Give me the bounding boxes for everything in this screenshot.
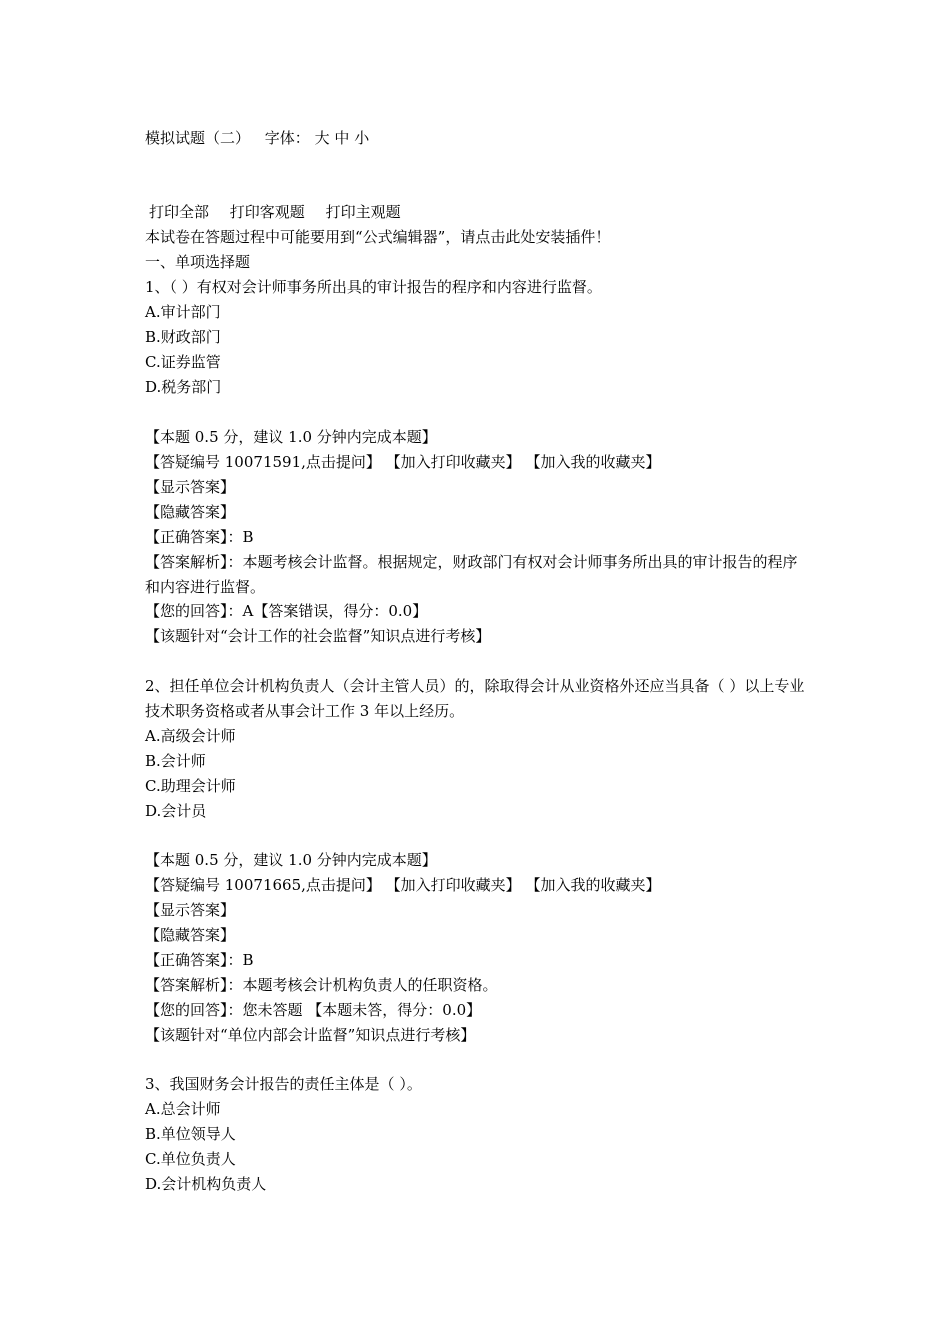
question-1-stem: 1、（ ）有权对会计师事务所出具的审计报告的程序和内容进行监督。 xyxy=(145,278,602,296)
question-2-option-a[interactable]: A.高级会计师 xyxy=(145,727,236,745)
question-2-actions xyxy=(145,874,660,896)
question-3-option-d[interactable]: D.会计机构负责人 xyxy=(145,1175,267,1193)
question-3-stem: 3、我国财务会计报告的责任主体是（ ）。 xyxy=(145,1075,422,1093)
question-1-analysis: 【答案解析】：本题考核会计监督。根据规定，财政部门有权对会计师事务所出具的审计报告的程序和内容进行监督。 xyxy=(145,553,798,596)
question-1-option-d[interactable]: D.税务部门 xyxy=(145,378,222,396)
page-title: 模拟试题（二） xyxy=(145,129,251,147)
question-2-option-d[interactable]: D.会计员 xyxy=(145,802,207,820)
question-2-your-answer: 【您的回答】：您未答题 【本题未答，得分：0.0】 xyxy=(145,1001,482,1019)
question-1-your-answer: 【您的回答】：A【答案错误，得分：0.0】 xyxy=(145,602,428,620)
print-row xyxy=(149,201,401,223)
print-objective-link[interactable]: 打印客观题 xyxy=(229,203,305,221)
question-2-knowledge-point: 【该题针对“单位内部会计监督”知识点进行考核】 xyxy=(145,1026,476,1044)
print-all-link[interactable]: 打印全部 xyxy=(149,203,210,221)
question-1-add-my-favorites[interactable]: 【加入我的收藏夹】 xyxy=(525,453,661,471)
question-2-score-hint: 【本题 0.5 分，建议 1.0 分钟内完成本题】 xyxy=(145,851,437,869)
question-1-hide-answer[interactable]: 【隐藏答案】 xyxy=(145,503,236,521)
question-2-add-print-favorites[interactable]: 【加入打印收藏夹】 xyxy=(385,876,521,894)
question-1-ask-link[interactable]: 【答疑编号 10071591,点击提问】 xyxy=(145,453,381,471)
question-1-knowledge-point: 【该题针对“会计工作的社会监督”知识点进行考核】 xyxy=(145,627,491,645)
print-subjective-link[interactable]: 打印主观题 xyxy=(325,203,401,221)
question-1-correct-answer: 【正确答案】：B xyxy=(145,528,254,546)
question-2-add-my-favorites[interactable]: 【加入我的收藏夹】 xyxy=(525,876,661,894)
question-2-correct-answer: 【正确答案】：B xyxy=(145,951,254,969)
font-small-link[interactable]: 小 xyxy=(354,129,370,147)
font-medium-link[interactable]: 中 xyxy=(334,129,350,147)
question-1-actions xyxy=(145,451,660,473)
font-size-label: 字体： xyxy=(264,129,310,147)
question-2-ask-link[interactable]: 【答疑编号 10071665,点击提问】 xyxy=(145,876,381,894)
question-2-option-c[interactable]: C.助理会计师 xyxy=(145,777,236,795)
question-2-show-answer[interactable]: 【显示答案】 xyxy=(145,901,236,919)
plugin-notice-link[interactable]: 本试卷在答题过程中可能要用到“公式编辑器”，请点击此处安装插件！ xyxy=(145,228,611,246)
question-2-stem: 2、担任单位会计机构负责人（会计主管人员）的，除取得会计从业资格外还应当具备（ ）以上专业技术职务资格或者从事会计工作 3 年以上经历。 xyxy=(145,677,805,720)
question-3-option-c[interactable]: C.单位负责人 xyxy=(145,1150,236,1168)
question-1-option-b[interactable]: B.财政部门 xyxy=(145,328,221,346)
question-1-option-a[interactable]: A.审计部门 xyxy=(145,303,221,321)
question-3-option-b[interactable]: B.单位领导人 xyxy=(145,1125,236,1143)
question-1-option-c[interactable]: C.证券监管 xyxy=(145,353,221,371)
section-title: 一、单项选择题 xyxy=(145,253,251,271)
font-large-link[interactable]: 大 xyxy=(314,129,330,147)
question-2-analysis: 【答案解析】：本题考核会计机构负责人的任职资格。 xyxy=(145,976,498,994)
question-2-option-b[interactable]: B.会计师 xyxy=(145,752,206,770)
header-row xyxy=(145,127,369,149)
question-1-add-print-favorites[interactable]: 【加入打印收藏夹】 xyxy=(385,453,521,471)
question-1-show-answer[interactable]: 【显示答案】 xyxy=(145,478,236,496)
question-2-hide-answer[interactable]: 【隐藏答案】 xyxy=(145,926,236,944)
question-3-option-a[interactable]: A.总会计师 xyxy=(145,1100,221,1118)
question-1-score-hint: 【本题 0.5 分，建议 1.0 分钟内完成本题】 xyxy=(145,428,437,446)
